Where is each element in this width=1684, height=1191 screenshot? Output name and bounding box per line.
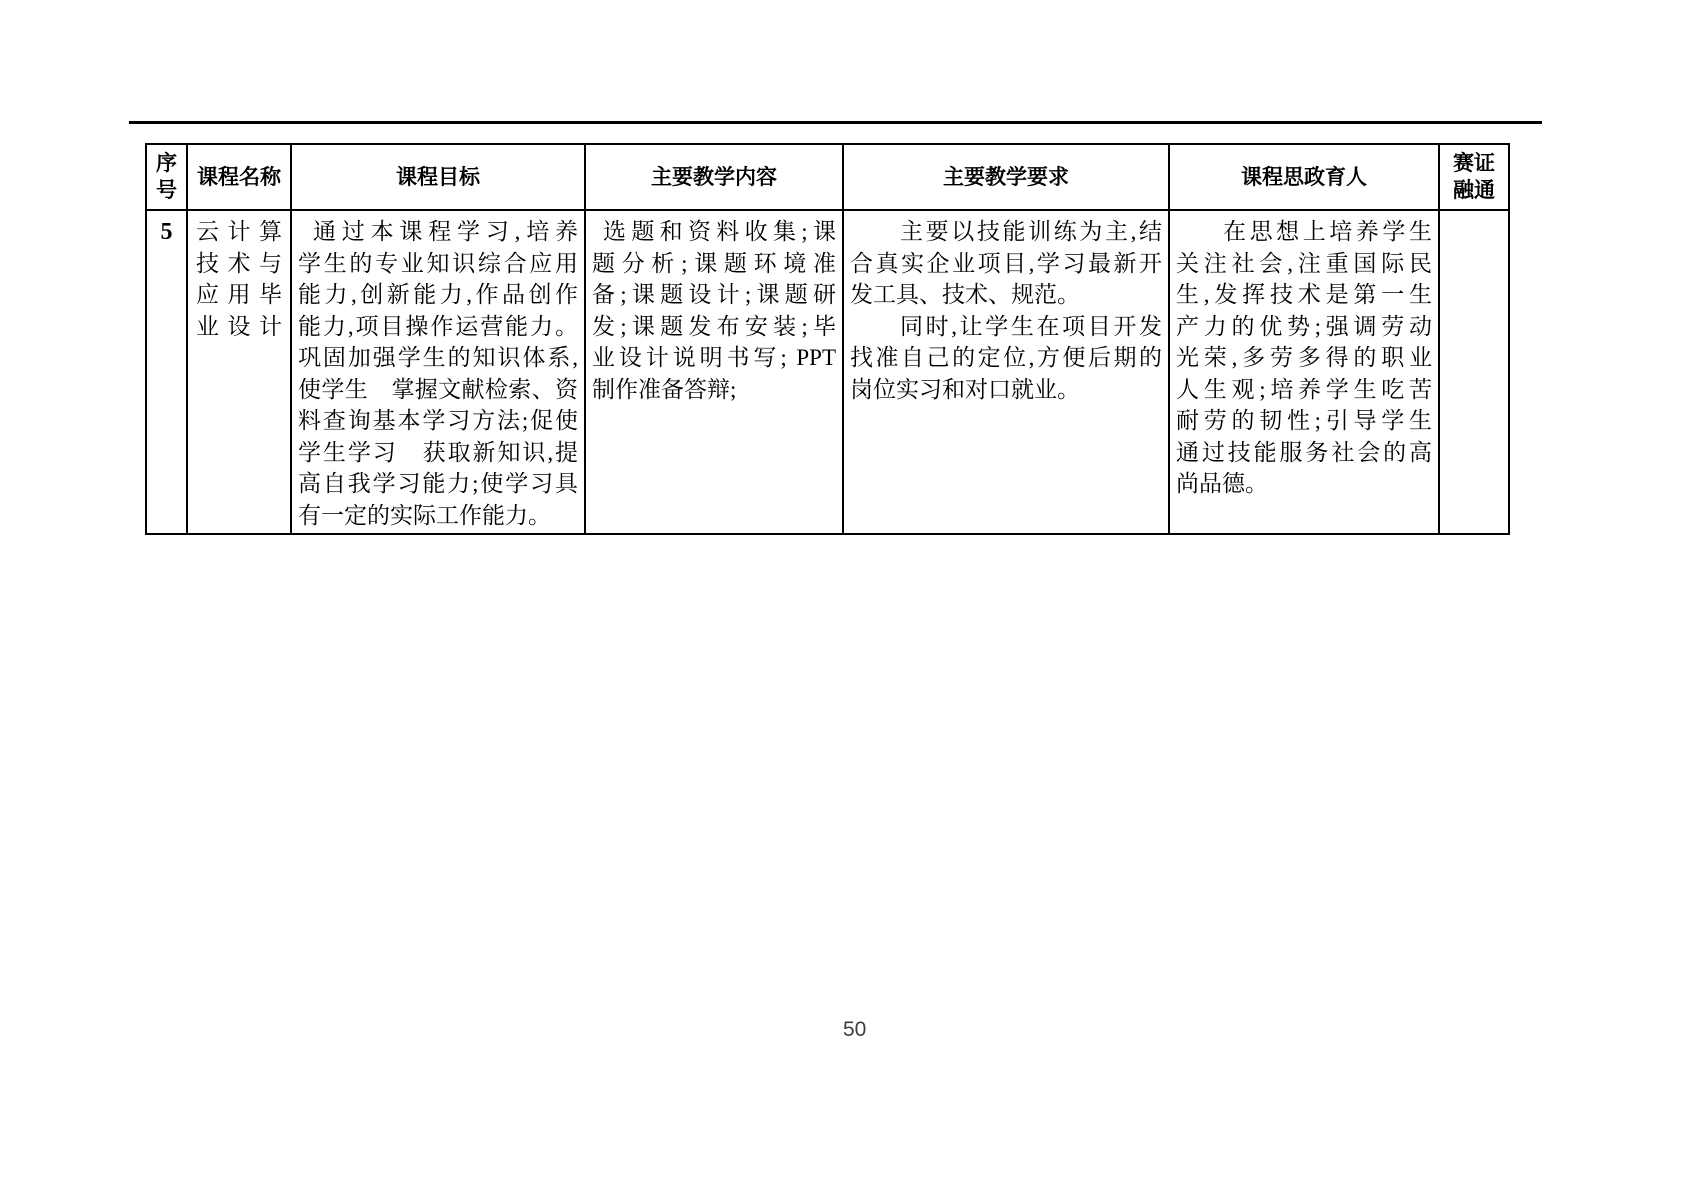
- text-line: 关注社会,注重国际民: [1176, 250, 1432, 276]
- col-header-index: 序号: [146, 144, 187, 210]
- cell-index: 5: [146, 210, 187, 534]
- page-number: 50: [843, 1018, 867, 1041]
- text-line: 通过本课程学习,培养: [313, 219, 578, 244]
- cell-certification: [1439, 210, 1509, 534]
- text-line: 发;课题发布安装;毕: [592, 313, 836, 339]
- text-line: 生,发挥技术是第一生: [1176, 282, 1432, 307]
- text-line: 人生观;培养学生吃苦: [1176, 376, 1432, 402]
- text-line: 岗位实习和对口就业。: [850, 376, 1080, 402]
- text-line: 备;课题设计;课题研: [592, 282, 836, 307]
- cell-teaching-content: [585, 210, 843, 534]
- text-line: 通过技能服务社会的高: [1176, 439, 1432, 465]
- text-line: 发工具、技术、规范。: [850, 282, 1080, 307]
- requirements-paragraph-2: [850, 311, 1162, 406]
- text-line: 主要以技能训练为主,结: [900, 219, 1162, 244]
- col-header-certification: 赛证融通: [1439, 144, 1509, 210]
- table-header-row: [146, 144, 1509, 210]
- text-line: 学生的专业知识综合应用: [298, 250, 578, 276]
- text-line: 业设计说明书写; PPT: [592, 345, 836, 370]
- text-line: 尚品德。: [1176, 471, 1268, 496]
- table-row: [146, 210, 1509, 534]
- text-line: 在思想上培养学生: [1223, 219, 1432, 244]
- text-line: 能力,创新能力,作品创作: [298, 282, 578, 307]
- text-line: 使学生 掌握文献检索、资: [298, 376, 578, 402]
- cell-course-name: [187, 210, 291, 534]
- cell-ideology: [1169, 210, 1439, 534]
- text-line: 高自我学习能力;使学习具: [298, 471, 578, 496]
- text-line: 题分析;课题环境准: [592, 250, 836, 276]
- text-line: 料查询基本学习方法;促使: [298, 408, 578, 433]
- text-line: 有一定的实际工作能力。: [298, 502, 551, 528]
- text-line: 云计算: [196, 219, 282, 244]
- text-line: 选题和资料收集;课: [603, 219, 836, 244]
- header-rule: [129, 121, 1542, 124]
- course-table: [145, 143, 1510, 535]
- requirements-paragraph-1: [850, 216, 1162, 311]
- text-line: 找准自己的定位,方便后期的: [850, 345, 1162, 370]
- text-line: 制作准备答辩;: [592, 376, 737, 402]
- cell-objectives: [291, 210, 585, 534]
- text-line: 技术与: [196, 250, 282, 276]
- text-line: 耐劳的韧性;引导学生: [1176, 408, 1432, 433]
- text-line: 能力,项目操作运营能力。: [298, 313, 578, 339]
- col-header-teaching-requirements: 主要教学要求: [843, 144, 1169, 210]
- col-header-objectives: 课程目标: [291, 144, 585, 210]
- col-header-teaching-content: 主要教学内容: [585, 144, 843, 210]
- col-header-course-name: 课程名称: [187, 144, 291, 210]
- col-header-ideology: 课程思政育人: [1169, 144, 1439, 210]
- cell-teaching-requirements: [843, 210, 1169, 534]
- text-line: 产力的优势;强调劳动: [1176, 313, 1432, 339]
- text-line: 同时,让学生在项目开发: [900, 313, 1162, 339]
- text-line: 应用毕: [196, 282, 282, 307]
- text-line: 巩固加强学生的知识体系,: [298, 345, 578, 370]
- text-line: 光荣,多劳多得的职业: [1176, 345, 1432, 370]
- text-line: 学生学习 获取新知识,提: [298, 439, 578, 465]
- text-line: 业设计: [196, 313, 282, 339]
- text-line: 合真实企业项目,学习最新开: [850, 250, 1162, 276]
